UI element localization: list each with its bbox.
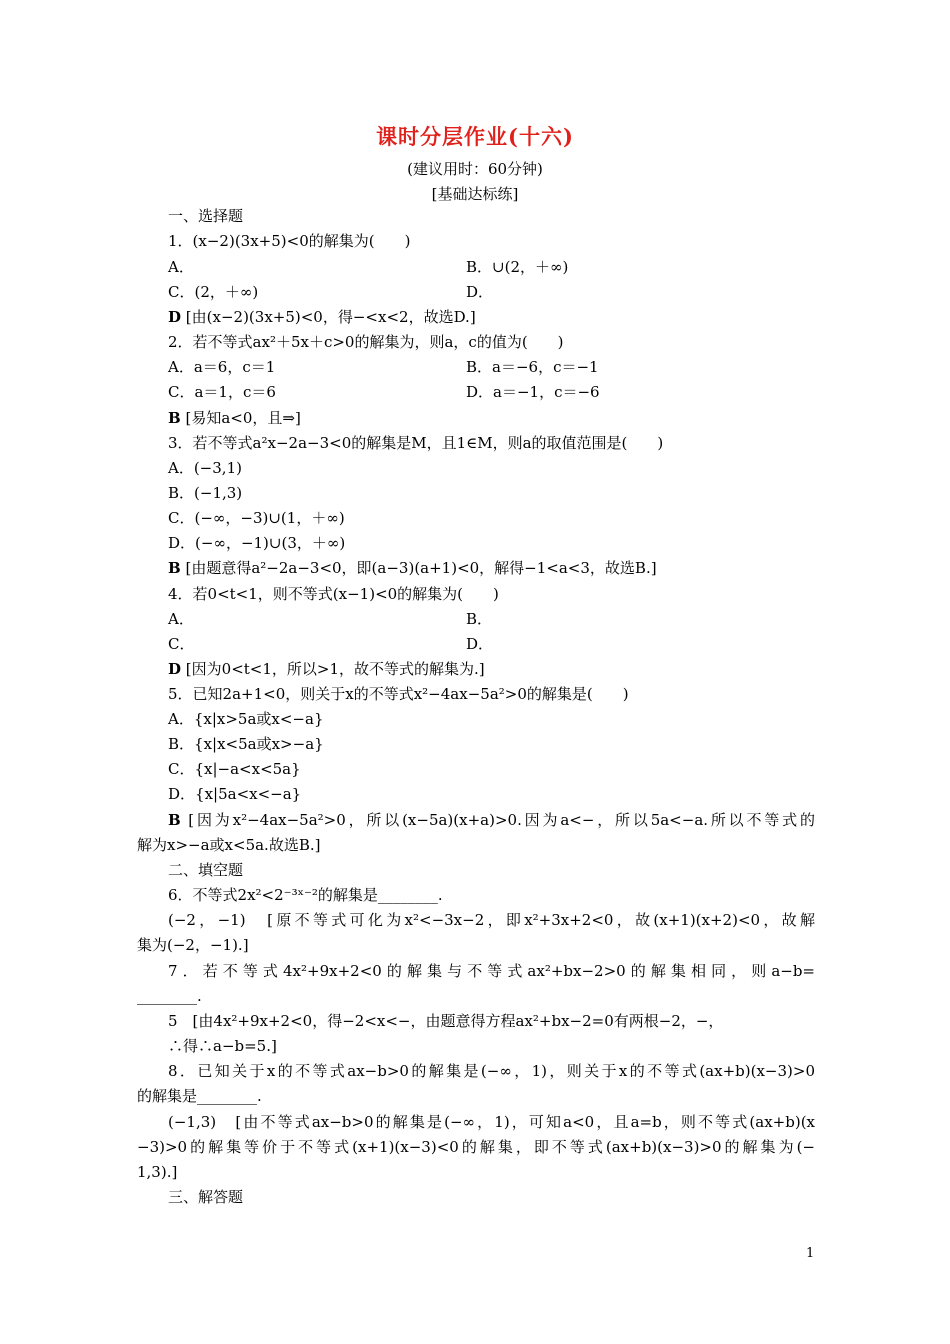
question-3: 3．若不等式a²x−2a−3<0的解集是M，且1∈M，则a的取值范围是( ) [168,434,664,452]
section-heading: 二、填空题 [168,861,244,879]
answer-5 [168,810,815,830]
option-d: D． [466,635,494,653]
answer-7: 5 [由4x²+9x+2<0，得−2<x<−，由题意得方程ax²+bx−2=0有两根−2，−， [168,1012,724,1030]
explanation-continued: 1,3).] [137,1163,178,1181]
explanation: [易知a<0，且⇒] [185,409,301,427]
option-d: D．{x|5a<x<−a} [168,785,302,803]
option-b: B．∪(2，＋∞) [466,258,569,276]
answer-6: (−2，−1) [原不等式可化为x²<−3x−2，即x²+3x+2<0，故(x+1)(x+2)<0，故解 [168,911,815,929]
option-b: B． [466,610,493,628]
option-d: D． [466,283,494,301]
answer-8: (−1,3) [由不等式ax−b>0的解集是(−∞，1)，可知a<0，且a=b，则不等式(ax+b)(x [168,1113,815,1131]
answer-letter: D [168,308,182,326]
answer-3 [168,558,657,578]
explanation-continued: 解为x>−a或x<5a.故选B.] [137,836,321,854]
section-heading: 三、解答题 [168,1188,244,1206]
page-number: 1 [806,1246,815,1261]
page-title: 课时分层作业(十六) [376,124,574,149]
option-d: D．a＝−1，c＝−6 [466,383,600,401]
option-a: A．a＝6，c＝1 [168,358,276,376]
option-c: C．(−∞，−3)∪(1，＋∞) [168,509,345,527]
question-2: 2．若不等式ax²＋5x＋c>0的解集为，则a，c的值为( ) [168,333,564,351]
option-b: B．(−1,3) [168,484,243,502]
answer-2 [168,408,301,428]
option-c: C．a＝1，c＝6 [168,383,276,401]
answer-1 [168,307,476,327]
answer-letter: D [168,660,182,678]
question-7-blank: ________. [137,987,202,1005]
explanation-continued: 集为(−2，−1).] [137,936,249,954]
section-heading: 一、选择题 [168,207,244,225]
question-8-continued: 的解集是________. [137,1087,262,1105]
explanation: [因为x²−4ax−5a²>0，所以(x−5a)(x+a)>0.因为a<−，所以5a<−a.所以不等式的 [188,811,815,829]
question-8: 8．已知关于x的不等式ax−b>0的解集是(−∞，1)，则关于x的不等式(ax+b)(x−3)>0 [168,1062,815,1080]
time-note: (建议用时：60分钟) [407,160,543,178]
answer-letter: B [168,559,181,577]
option-a: A．(−3,1) [168,459,242,477]
option-a: A． [168,610,194,628]
option-c: C．(2，＋∞) [168,283,259,301]
question-7: 7．若不等式4x²+9x+2<0的解集与不等式ax²+bx−2>0的解集相同，则a−b= [168,962,815,980]
level-label: [基础达标练] [431,185,519,203]
question-6: 6．不等式2x²<2⁻³ˣ⁻²的解集是________. [168,886,443,904]
explanation: [由题意得a²−2a−3<0，即(a−3)(a+1)<0，解得−1<a<3，故选B.] [185,559,657,577]
option-b: B．a＝−6，c＝−1 [466,358,599,376]
explanation: [由(x−2)(3x+5)<0，得−<x<2，故选D.] [185,308,476,326]
option-a: A． [168,258,194,276]
question-4: 4．若0<t<1，则不等式(x−1)<0的解集为( ) [168,585,499,603]
answer-letter: B [168,409,181,427]
question-1: 1．(x−2)(3x+5)<0的解集为( ) [168,232,411,250]
explanation: [因为0<t<1，所以>1，故不等式的解集为.] [185,660,485,678]
option-a: A．{x|x>5a或x<−a} [168,710,324,728]
explanation-continued: −3)>0的解集等价于不等式(x+1)(x−3)<0的解集，即不等式(ax+b)(x−3)>0的解集为(− [137,1138,815,1156]
option-d: D．(−∞，−1)∪(3，＋∞) [168,534,346,552]
explanation-continued: ∴得∴a−b=5.] [168,1037,277,1055]
option-c: C．{x|−a<x<5a} [168,760,301,778]
option-b: B．{x|x<5a或x>−a} [168,735,324,753]
answer-letter: B [168,811,181,829]
option-c: C． [168,635,195,653]
answer-4 [168,659,485,679]
question-5: 5．已知2a+1<0，则关于x的不等式x²−4ax−5a²>0的解集是( ) [168,685,629,703]
